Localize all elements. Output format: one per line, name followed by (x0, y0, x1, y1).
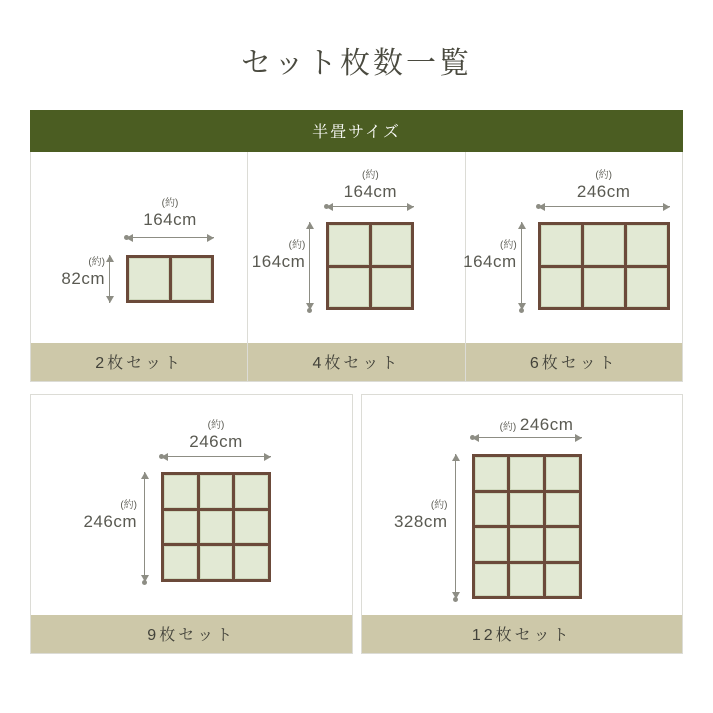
height-dim-dot-4 (307, 308, 312, 313)
tatami-tile (627, 268, 667, 308)
set-art-2 (31, 152, 247, 343)
height-dim-label-12 (380, 500, 448, 531)
height-arrow-up-12 (452, 454, 460, 461)
tatami-tile (329, 268, 369, 308)
tatami-tile (546, 457, 579, 490)
tatami-grid-12 (472, 454, 582, 599)
width-value-12: 246cm (519, 415, 574, 434)
set-cell-6 (463, 152, 683, 382)
height-dim-line-4 (309, 222, 310, 310)
set-art-9 (31, 395, 352, 615)
width-dim-dot-9 (159, 454, 164, 459)
tatami-tile (164, 475, 197, 508)
height-dim-dot-6 (519, 308, 524, 313)
height-dim-label-4 (240, 240, 305, 271)
width-dim-line-9 (161, 456, 271, 457)
height-dim-label-9 (69, 500, 137, 531)
tatami-tile (372, 268, 412, 308)
set-label-9: 9枚セット (31, 615, 352, 653)
width-arrow-right-6 (663, 203, 670, 211)
tatami-grid-9 (161, 472, 271, 582)
height-approx-9: (約) (120, 500, 137, 511)
height-arrow-up-9 (141, 472, 149, 479)
width-dim-dot-6 (536, 204, 541, 209)
width-dim-label-4 (310, 170, 430, 201)
set-label-6: 6枚セット (466, 343, 682, 381)
tatami-grid-2 (126, 255, 214, 303)
width-dim-dot-12 (470, 435, 475, 440)
tatami-tile (200, 511, 233, 544)
tatami-tile (627, 225, 667, 265)
width-approx-4: (約) (361, 170, 379, 181)
height-arrow-down-2 (106, 296, 114, 303)
width-dim-label-12 (457, 415, 617, 435)
width-dim-line-4 (326, 206, 414, 207)
height-value-9: 246cm (83, 511, 137, 531)
tatami-tile (510, 528, 543, 561)
width-value-9: 246cm (189, 431, 243, 451)
height-dim-dot-9 (142, 580, 147, 585)
width-approx-12: (約) (499, 422, 517, 433)
width-arrow-right-12 (575, 434, 582, 442)
tatami-tile (584, 225, 624, 265)
height-arrow-up-6 (518, 222, 526, 229)
tatami-grid-4 (326, 222, 414, 310)
width-value-6: 246cm (576, 181, 631, 201)
height-approx-4: (約) (288, 240, 306, 251)
height-value-2: 82cm (61, 268, 105, 288)
tatami-tile (200, 546, 233, 579)
tatami-tile (475, 493, 508, 526)
tatami-tile (584, 268, 624, 308)
width-dim-label-9 (156, 420, 276, 451)
tatami-tile (546, 528, 579, 561)
set-cell-4 (248, 152, 465, 382)
set-cell-12 (361, 394, 684, 654)
width-value-2: 164cm (143, 209, 197, 229)
height-arrow-up-4 (306, 222, 314, 229)
width-dim-label-6 (544, 170, 664, 201)
tatami-tile (541, 225, 581, 265)
tatami-tile (235, 546, 268, 579)
width-dim-line-2 (126, 237, 214, 238)
tatami-tile (235, 475, 268, 508)
tatami-tile (172, 258, 212, 300)
set-label-2: 2枚セット (31, 343, 247, 381)
height-dim-label-6 (452, 240, 517, 271)
tatami-tile (510, 457, 543, 490)
tatami-tile (475, 457, 508, 490)
tatami-grid-6 (538, 222, 670, 310)
set-art-4 (248, 152, 464, 343)
height-arrow-up-2 (106, 255, 114, 262)
set-art-6 (463, 152, 682, 343)
height-dim-line-9 (144, 472, 145, 582)
set-label-12: 12枚セット (362, 615, 683, 653)
height-value-4: 164cm (251, 251, 306, 271)
height-dim-line-12 (455, 454, 456, 599)
tatami-tile (546, 493, 579, 526)
tatami-tile (372, 225, 412, 265)
set-row-bottom (30, 394, 683, 654)
width-approx-2: (約) (161, 198, 179, 209)
width-arrow-right-4 (407, 203, 414, 211)
page-title: セット枚数一覧 (241, 47, 472, 80)
width-dim-dot-2 (124, 235, 129, 240)
tatami-tile (164, 546, 197, 579)
width-dim-label-2 (110, 198, 230, 229)
tatami-tile (510, 564, 543, 597)
tatami-tile (475, 528, 508, 561)
height-value-12: 328cm (393, 511, 448, 531)
tatami-tile (541, 268, 581, 308)
tatami-tile (475, 564, 508, 597)
set-cell-2 (30, 152, 248, 382)
tatami-tile (200, 475, 233, 508)
height-approx-2: (約) (88, 257, 105, 268)
tatami-tile (510, 493, 543, 526)
width-value-4: 164cm (343, 181, 398, 201)
height-dim-dot-12 (453, 597, 458, 602)
tatami-tile (129, 258, 169, 300)
width-approx-6: (約) (595, 170, 612, 181)
tatami-tile (235, 511, 268, 544)
width-arrow-right-9 (264, 453, 271, 461)
height-value-6: 164cm (463, 251, 517, 271)
set-cell-9 (30, 394, 353, 654)
height-dim-line-6 (521, 222, 522, 310)
set-row-top (30, 152, 683, 382)
height-approx-12: (約) (430, 500, 448, 511)
width-arrow-right-2 (207, 234, 214, 242)
tatami-tile (164, 511, 197, 544)
width-dim-line-6 (538, 206, 670, 207)
size-band: 半畳サイズ (30, 110, 683, 152)
width-approx-9: (約) (207, 420, 225, 431)
width-dim-line-12 (472, 437, 582, 438)
tatami-tile (329, 225, 369, 265)
set-art-12 (362, 395, 683, 615)
tatami-tile (546, 564, 579, 597)
height-dim-label-2 (37, 257, 105, 288)
height-approx-6: (約) (499, 240, 517, 251)
set-label-4: 4枚セット (248, 343, 464, 381)
